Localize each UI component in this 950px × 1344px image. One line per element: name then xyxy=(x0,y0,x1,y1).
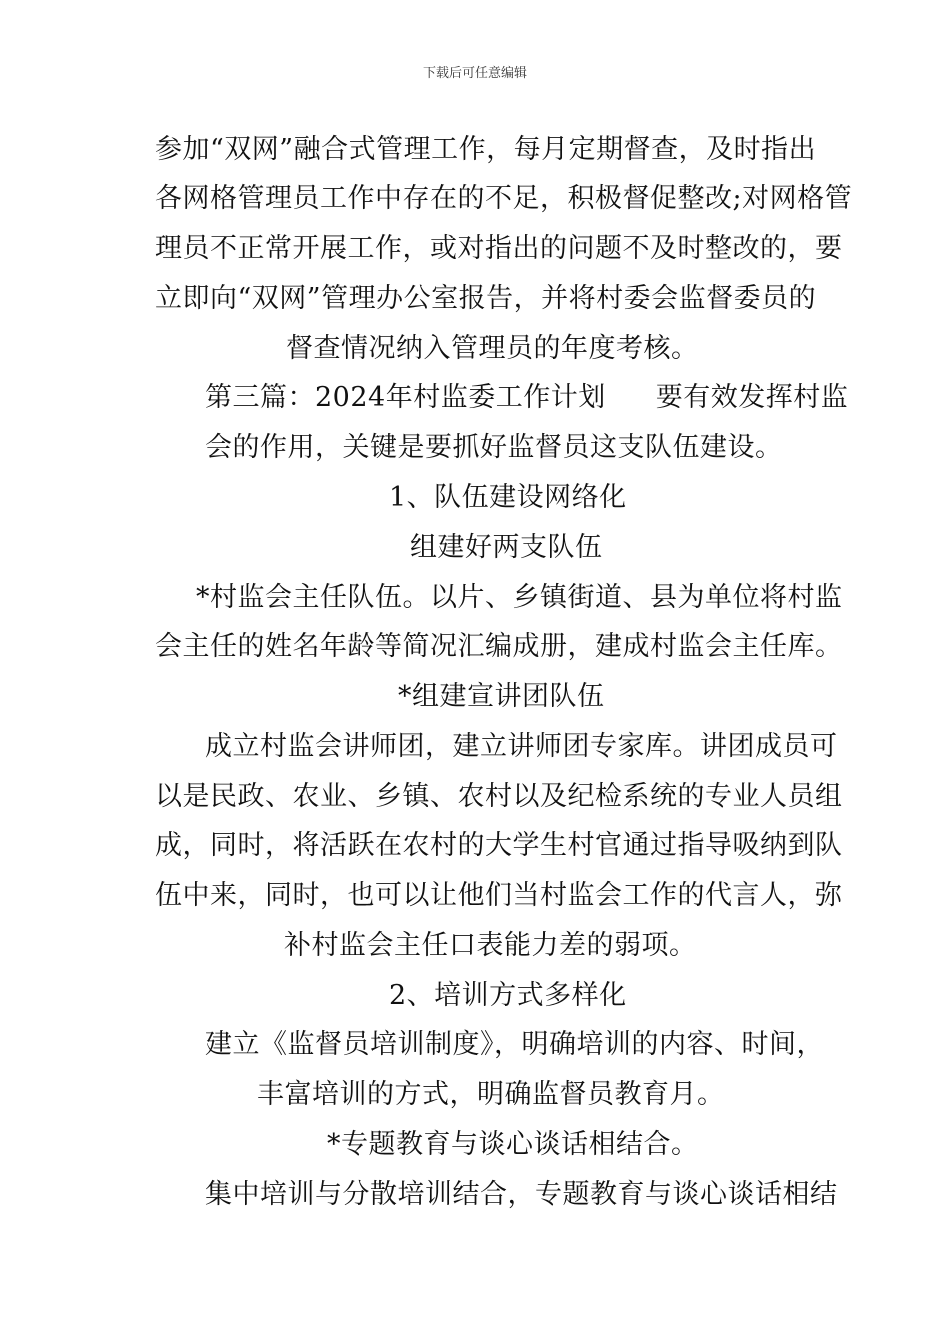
paragraph-line: 丰富培训的方式，明确监督员教育月。 xyxy=(257,1079,725,1110)
paragraph-line: 会主任的姓名年龄等简况汇编成册，建成村监会主任库。 xyxy=(155,631,843,662)
paragraph-line: 成立村监会讲师团，建立讲师团专家库。讲团成员可 xyxy=(205,731,838,762)
chapter-intro-start: 要有效发挥村监 xyxy=(655,382,849,413)
section-heading: 1、队伍建设网络化 xyxy=(389,482,627,513)
paragraph-line: *村监会主任队伍。以片、乡镇街道、县为单位将村监 xyxy=(196,582,843,613)
chapter-heading-line xyxy=(205,380,848,416)
paragraph-line: 补村监会主任口表能力差的弱项。 xyxy=(284,930,697,961)
section-heading: 2、培训方式多样化 xyxy=(389,980,627,1011)
subheading: *组建宣讲团队伍 xyxy=(398,681,605,712)
paragraph-line: 督查情况纳入管理员的年度考核。 xyxy=(286,333,699,364)
paragraph-line: 成，同时，将活跃在农村的大学生村官通过指导吸纳到队 xyxy=(155,830,843,861)
paragraph-line: 各网格管理员工作中存在的不足，积极督促整改;对网格管 xyxy=(155,183,853,214)
paragraph-line: 立即向“双网”管理办公室报告，并将村委会监督委员的 xyxy=(155,283,817,314)
paragraph-line: 会的作用，关键是要抓好监督员这支队伍建设。 xyxy=(205,432,783,463)
paragraph-line: 建立《监督员培训制度》，明确培训的内容、时间， xyxy=(205,1029,824,1060)
subheading: *专题教育与谈心谈话相结合。 xyxy=(327,1129,699,1160)
paragraph-line: 伍中来，同时，也可以让他们当村监会工作的代言人，弥 xyxy=(155,880,843,911)
paragraph-line: 理员不正常开展工作，或对指出的问题不及时整改的，要 xyxy=(155,233,843,264)
subheading: 组建好两支队伍 xyxy=(410,532,603,563)
page-header-note: 下载后可任意编辑 xyxy=(422,66,527,81)
paragraph-line: 以是民政、农业、乡镇、农村以及纪检系统的专业人员组 xyxy=(155,781,843,812)
paragraph-line: 集中培训与分散培训结合，专题教育与谈心谈话相结 xyxy=(205,1179,838,1210)
paragraph-line: 参加“双网”融合式管理工作，每月定期督查，及时指出 xyxy=(155,134,817,165)
chapter-title: 第三篇：2024年村监委工作计划 xyxy=(205,382,606,413)
